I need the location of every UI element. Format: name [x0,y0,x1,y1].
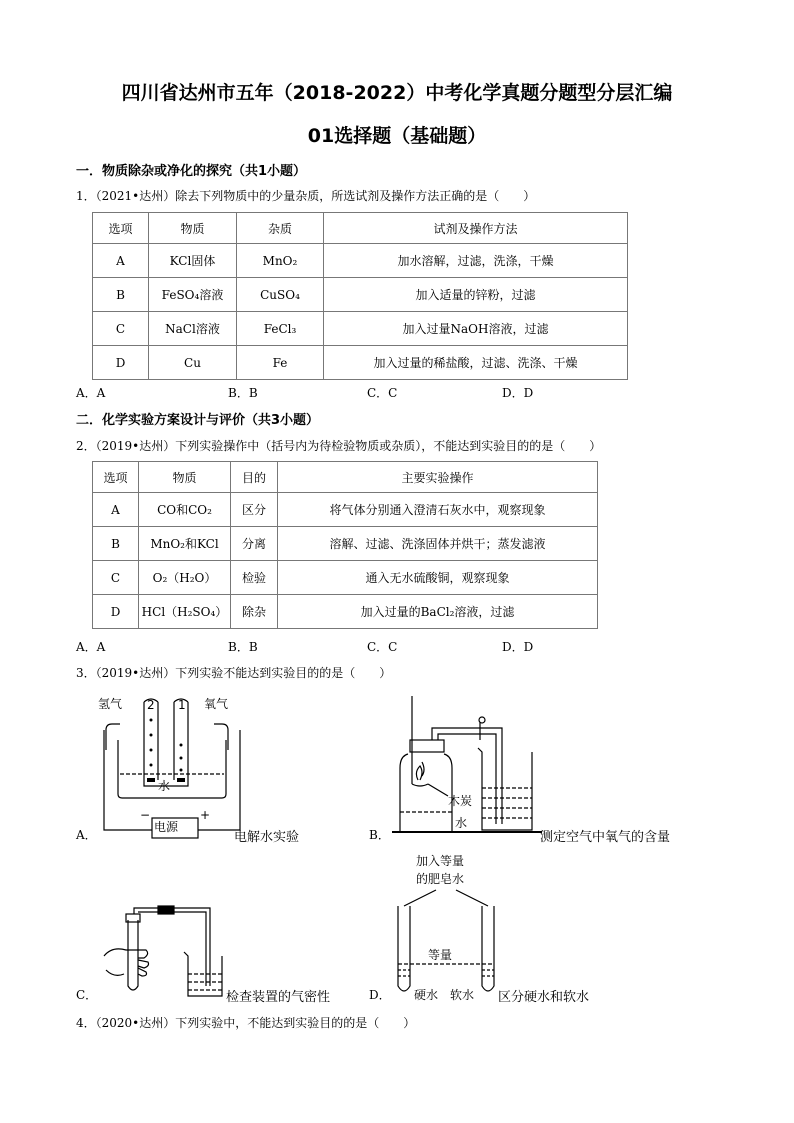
option-d[interactable]: D．D [502,640,534,654]
impurity-cell: MnO₂ [237,244,324,278]
tube-2-label: 2 [147,698,155,712]
hydrogen-label: 氢气 [98,697,123,711]
option-cell: A [93,244,149,278]
table-row [93,561,598,595]
option-d-caption: 区分硬水和软水 [498,990,590,1005]
minus-sign: − [140,808,151,822]
method-cell: 加入过量的BaCl₂溶液，过滤 [278,595,598,629]
table-row [93,244,628,278]
question-4-stem: 4．（2020•达州）下列实验中，不能达到实验目的的是（ ） [76,1016,416,1030]
substance-cell: KCl固体 [149,244,237,278]
tube-1-label: 1 [178,698,186,712]
option-cell: C [93,312,149,346]
method-cell: 通入无水硫酸铜，观察现象 [278,561,598,595]
purpose-cell: 区分 [231,493,278,527]
option-cell: A [93,493,139,527]
question-2-table [92,461,598,629]
question-1-stem: 1．（2021•达州）除去下列物质中的少量杂质，所选试剂及操作方法正确的是（ ） [76,189,536,203]
table-row [93,346,628,380]
header-cell: 目的 [231,462,278,493]
hard-water-label: 硬水 [414,988,439,1002]
method-cell: 加入过量的稀盐酸，过滤、洗涤、干燥 [324,346,628,380]
purpose-cell: 分离 [231,527,278,561]
substance-cell: NaCl溶液 [149,312,237,346]
hard-soft-water-diagram [388,886,508,1002]
option-a-caption: 电解水实验 [234,830,300,845]
option-b-caption: 测定空气中氧气的含量 [540,830,671,845]
page-subtitle: 01选择题（基础题） [307,125,487,147]
water-label: 水 [455,816,468,830]
header-cell: 物质 [139,462,231,493]
table-row [93,595,598,629]
header-cell: 主要实验操作 [278,462,598,493]
method-cell: 溶解、过滤、洗涤固体并烘干；蒸发滤液 [278,527,598,561]
option-b[interactable]: B．B [228,640,258,654]
substance-cell: MnO₂和KCl [139,527,231,561]
purpose-cell: 除杂 [231,595,278,629]
substance-cell: FeSO₄溶液 [149,278,237,312]
power-source-label: 电源 [154,820,179,834]
option-c[interactable]: C．C [367,640,398,654]
table-row [93,527,598,561]
option-a[interactable]: A．A [76,386,106,400]
substance-cell: HCl（H₂SO₄） [139,595,231,629]
oxygen-label: 氧气 [204,697,229,711]
impurity-cell: Fe [237,346,324,380]
option-b-letter[interactable]: B． [369,828,390,842]
option-c[interactable]: C．C [367,386,398,400]
method-cell: 加入过量NaOH溶液，过滤 [324,312,628,346]
table-row [93,493,598,527]
header-cell: 杂质 [237,213,324,244]
substance-cell: Cu [149,346,237,380]
soap-water-label-line2: 的肥皂水 [416,872,465,886]
option-c-letter[interactable]: C． [76,988,98,1002]
question-2-stem: 2．（2019•达州）下列实验操作中（括号内为待检验物质或杂质），不能达到实验目的的是（ ） [76,439,602,453]
option-b[interactable]: B．B [228,386,258,400]
option-cell: D [93,595,139,629]
plus-sign: + [200,808,211,822]
table-row [93,312,628,346]
airtightness-check-diagram [100,900,230,1000]
option-d[interactable]: D．D [502,386,534,400]
table-header-row [93,213,628,244]
page-title: 四川省达州市五年（2018-2022）中考化学真题分题型分层汇编 [121,82,673,104]
soft-water-label: 软水 [450,988,475,1002]
question-3-stem: 3．（2019•达州）下列实验不能达到实验目的的是（ ） [76,666,392,680]
method-cell: 加入适量的锌粉，过滤 [324,278,628,312]
option-d-letter[interactable]: D． [369,988,391,1002]
option-cell: D [93,346,149,380]
header-cell: 试剂及操作方法 [324,213,628,244]
impurity-cell: CuSO₄ [237,278,324,312]
question-1-table [92,212,628,380]
purpose-cell: 检验 [231,561,278,595]
header-cell: 选项 [93,213,149,244]
method-cell: 加水溶解，过滤，洗涤，干燥 [324,244,628,278]
table-row [93,278,628,312]
section-heading-1: 一．物质除杂或净化的探究（共1小题） [76,164,307,179]
charcoal-label: 木炭 [448,794,473,808]
option-cell: B [93,527,139,561]
table-header-row [93,462,598,493]
option-c-caption: 检查装置的气密性 [226,990,331,1005]
option-cell: C [93,561,139,595]
option-a[interactable]: A．A [76,640,106,654]
header-cell: 选项 [93,462,139,493]
header-cell: 物质 [149,213,237,244]
equal-amount-label: 等量 [428,948,453,962]
option-a-letter[interactable]: A． [76,828,97,842]
method-cell: 将气体分别通入澄清石灰水中，观察现象 [278,493,598,527]
water-label: 水 [158,779,171,793]
substance-cell: CO和CO₂ [139,493,231,527]
soap-water-label-line1: 加入等量 [416,854,465,868]
impurity-cell: FeCl₃ [237,312,324,346]
option-cell: B [93,278,149,312]
substance-cell: O₂（H₂O） [139,561,231,595]
section-heading-2: 二．化学实验方案设计与评价（共3小题） [76,413,320,428]
